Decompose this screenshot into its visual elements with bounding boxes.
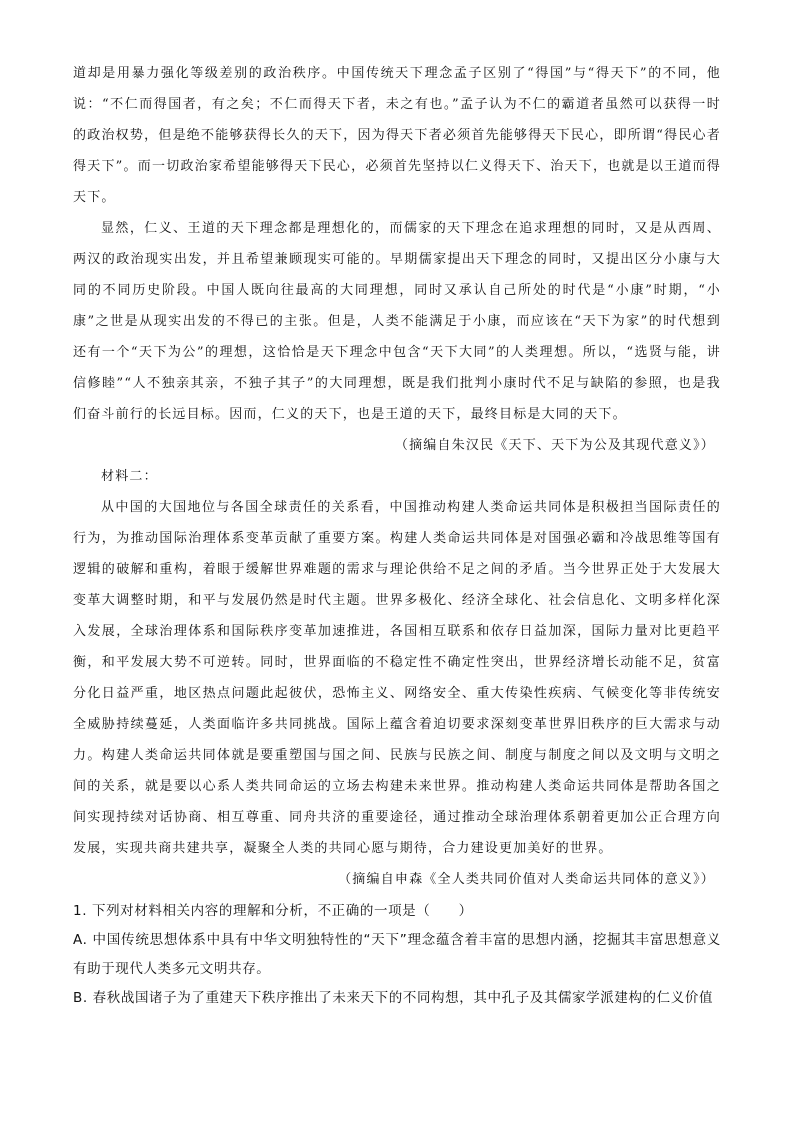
option-b: B. 春秋战国诸子为了重建天下秩序推出了未来天下的不同构想，其中孔子及其儒家学派建构的仁义价值: [73, 990, 714, 1006]
material-one-paragraph-1: 道却是用暴力强化等级差别的政治秩序。中国传统天下理念孟子区别了“得国”与“得天下”的不同，他说：“不仁而得国者，有之矣；不仁而得天下者，未之有也。”孟子认为不仁的霸道者虽然可以获得一时的政治权势，但是绝不能够获得长久的天下，因为得天下者必须首先能够得天下民心，即所谓“得民心者得天下”。而一切政治家希望能够得天下民心，必须首先坚持以仁义得天下、治天下，也就是以王道而得天下。: [73, 66, 721, 205]
material-one-source: （摘编自朱汉民《天下、天下为公及其现代意义》）: [394, 438, 715, 453]
document-page: [73, 58, 721, 1013]
question-stem: 1. 下列对材料相关内容的理解和分析，不正确的一项是（ ）: [73, 903, 473, 919]
material-one-paragraph-2: 显然，仁义、王道的天下理念都是理想化的，而儒家的天下理念在追求理想的同时，又是从西周、两汉的政治现实出发，并且希望兼顾现实可能的。早期儒家提出天下理念的同时，又提出区分小康与大同的不同历史阶段。中国人既向往最高的大同理想，同时又承认自己所处的时代是“小康”时期，“小康”之世是从现实出发的不得已的主张。但是，人类不能满足于小康，而应该在“天下为家”的时代想到还有一个“天下为公”的理想，这恰恰是天下理念中包含“天下大同”的人类理想。所以，“选贤与能，讲信修睦”“人不独亲其亲，不独子其子”的大同理想，既是我们批判小康时代不足与缺陷的参照，也是我们奋斗前行的长远目标。因而，仁义的天下，也是王道的天下，最终目标是大同的天下。: [73, 221, 721, 422]
option-a: A. 中国传统思想体系中具有中华文明独特性的“天下”理念蕴含着丰富的思想内涵，挖掘其丰富思想意义有助于现代人类多元文明共存。: [73, 932, 721, 977]
material-two-source: （摘编自申森《全人类共同价值对人类命运共同体的意义》）: [338, 872, 715, 887]
material-two-paragraph: 从中国的大国地位与各国全球责任的关系看，中国推动构建人类命运共同体是积极担当国际责任的行为，为推动国际治理体系变革贡献了重要方案。构建人类命运共同体是对国强必霸和冷战思维等国有逻辑的破解和重构，着眼于缓解世界难题的需求与理论供给不足之间的矛盾。当今世界正处于大发展大变革大调整时期，和平与发展仍然是时代主题。世界多极化、经济全球化、社会信息化、文明多样化深入发展，全球治理体系和国际秩序变革加速推进，各国相互联系和依存日益加深，国际力量对比更趋平衡，和平发展大势不可逆转。同时，世界面临的不稳定性不确定性突出，世界经济增长动能不足，贫富分化日益严重，地区热点问题此起彼伏，恐怖主义、网络安全、重大传染性疾病、气候变化等非传统安全威胁持续蔓延，人类面临许多共同挑战。国际上蕴含着迫切要求深刻变革世界旧秩序的巨大需求与动力。构建人类命运共同体就是要重塑国与国之间、民族与民族之间、制度与制度之间以及文明与文明之间的关系，就是要以心系人类共同命运的立场去构建未来世界。推动构建人类命运共同体是帮助各国之间实现持续对话协商、相互尊重、同舟共济的重要途径，通过推动全球治理体系朝着更加公正合理方向发展，实现共商共建共享，凝聚全人类的共同心愿与期待，合力建设更加美好的世界。: [73, 500, 721, 856]
material-two-heading: 材料二：: [101, 469, 158, 484]
